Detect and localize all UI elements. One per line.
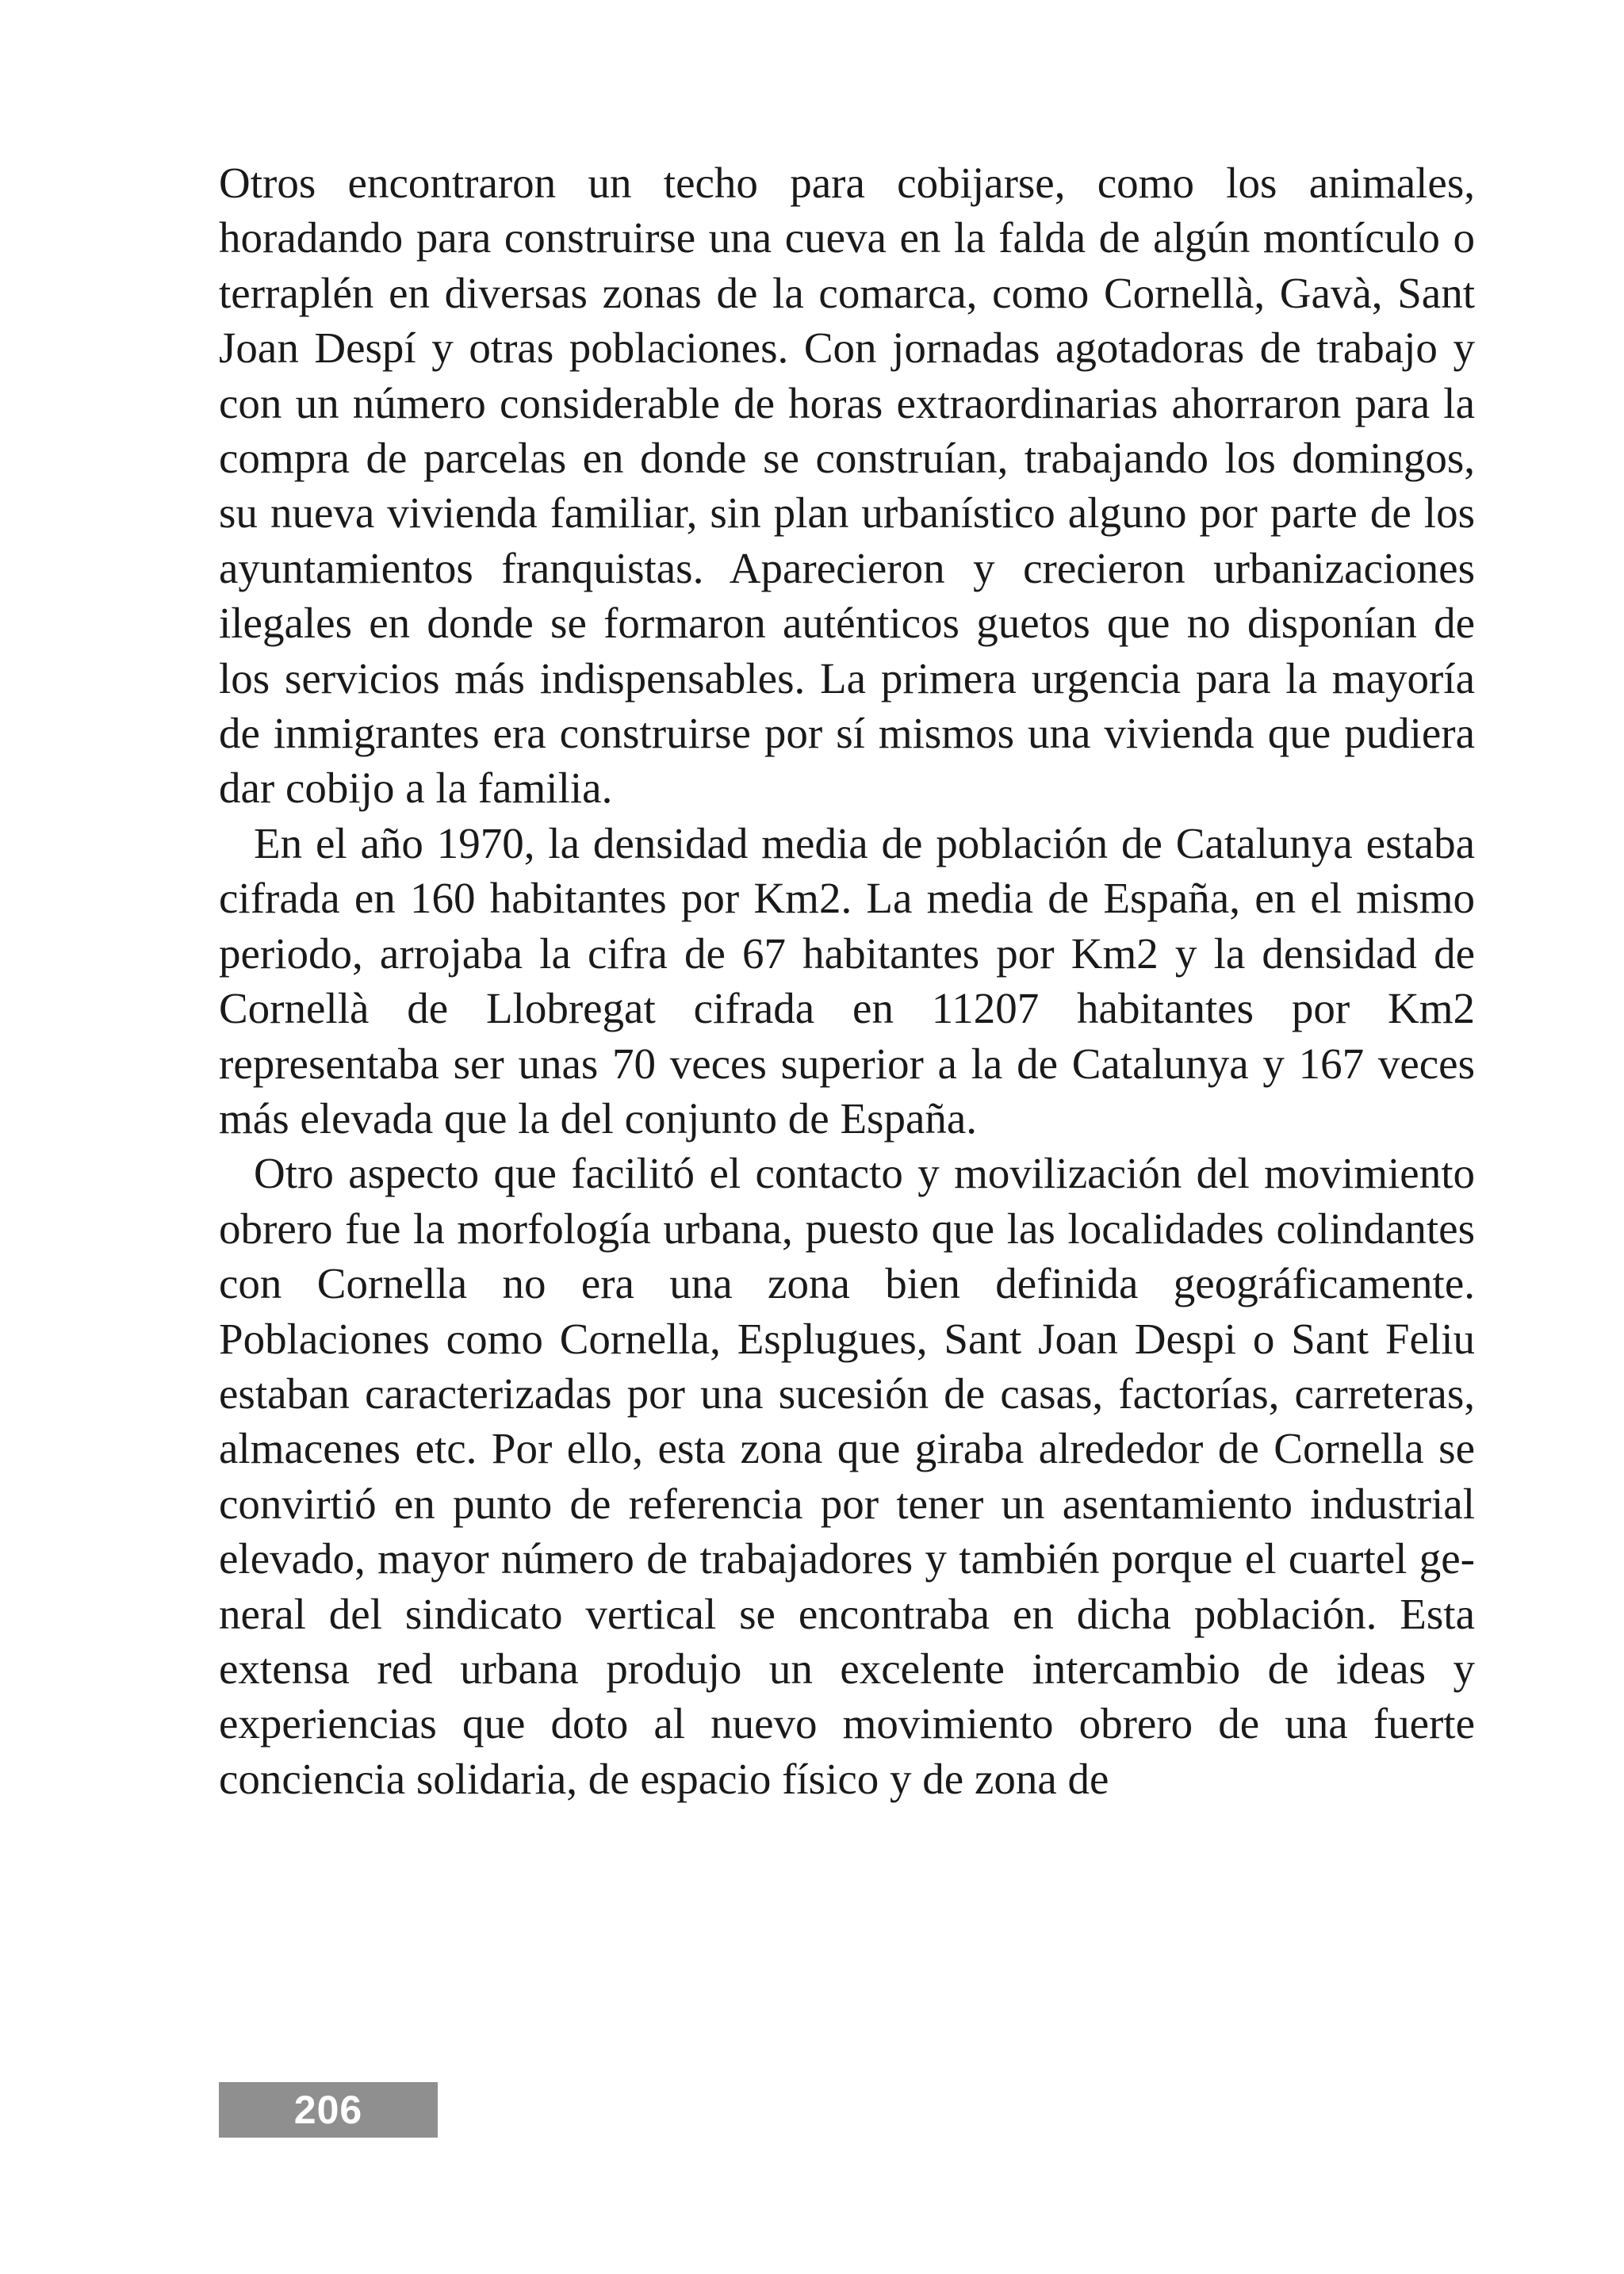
page-number-badge — [219, 2082, 438, 2138]
paragraph-2: En el año 1970, la densidad media de población de Catalunya estaba cifrada en 160 habitantes por Km2. La media de España, en el mismo periodo, arrojaba la cifra de 67 habitantes por Km2 y la densidad de Cornellà de Llobregat cifrada en 11207 habitantes por Km2 representaba ser unas 70 veces superior a la de Catalunya y 167 veces más elevada que la del conjunto de España. — [219, 818, 1475, 1143]
page-number: 206 — [293, 2088, 363, 2132]
paragraph-1: Otros encontraron un techo para cobijarse, como los animales, horadando para construirse una cueva en la falda de algún montículo o terraplén en diversas zonas de la comarca, como Cornellà, Gavà, Sant Joan Despí y otras poblaciones. Con jornadas agotadoras de trabajo y con un número considerable de horas extraordinarias ahorraron para la compra de parcelas en donde se construían, trabajando los domingos, su nueva vivienda familiar, sin plan urbanístico alguno por parte de los ayuntamientos franquistas. Aparecieron y crecieron urbanizaciones ilegales en donde se formaron auténticos guetos que no disponían de los servicios más indispensables. La primera urgencia para la mayoría de inmigrantes era construirse por sí mismos una vivienda que pudiera dar cobijo a la familia. — [219, 159, 1475, 813]
body-text — [219, 155, 1475, 1806]
paragraph-3: Otro aspecto que facilitó el contacto y movilización del movimiento obrero fue la morfología urbana, puesto que las localidades colindantes con Cornella no era una zona bien definida geográficamente. Poblaciones como Cornella, Esplugues, Sant Joan Despi o Sant Feliu estaban caracterizadas por una sucesión de casas, factorías, carreteras, almacenes etc. Por ello, esta zona que giraba alrededor de Cornella se convirtió en punto de referencia por tener un asentamiento industrial elevado, mayor número de trabajadores y también porque el cuartel general del sindicato vertical se encontraba en dicha población. Esta extensa red urbana produjo un excelente intercambio de ideas y experiencias que doto al nuevo movimiento obrero de una fuerte conciencia solidaria, de espacio físico y de zona de — [219, 1149, 1475, 1803]
